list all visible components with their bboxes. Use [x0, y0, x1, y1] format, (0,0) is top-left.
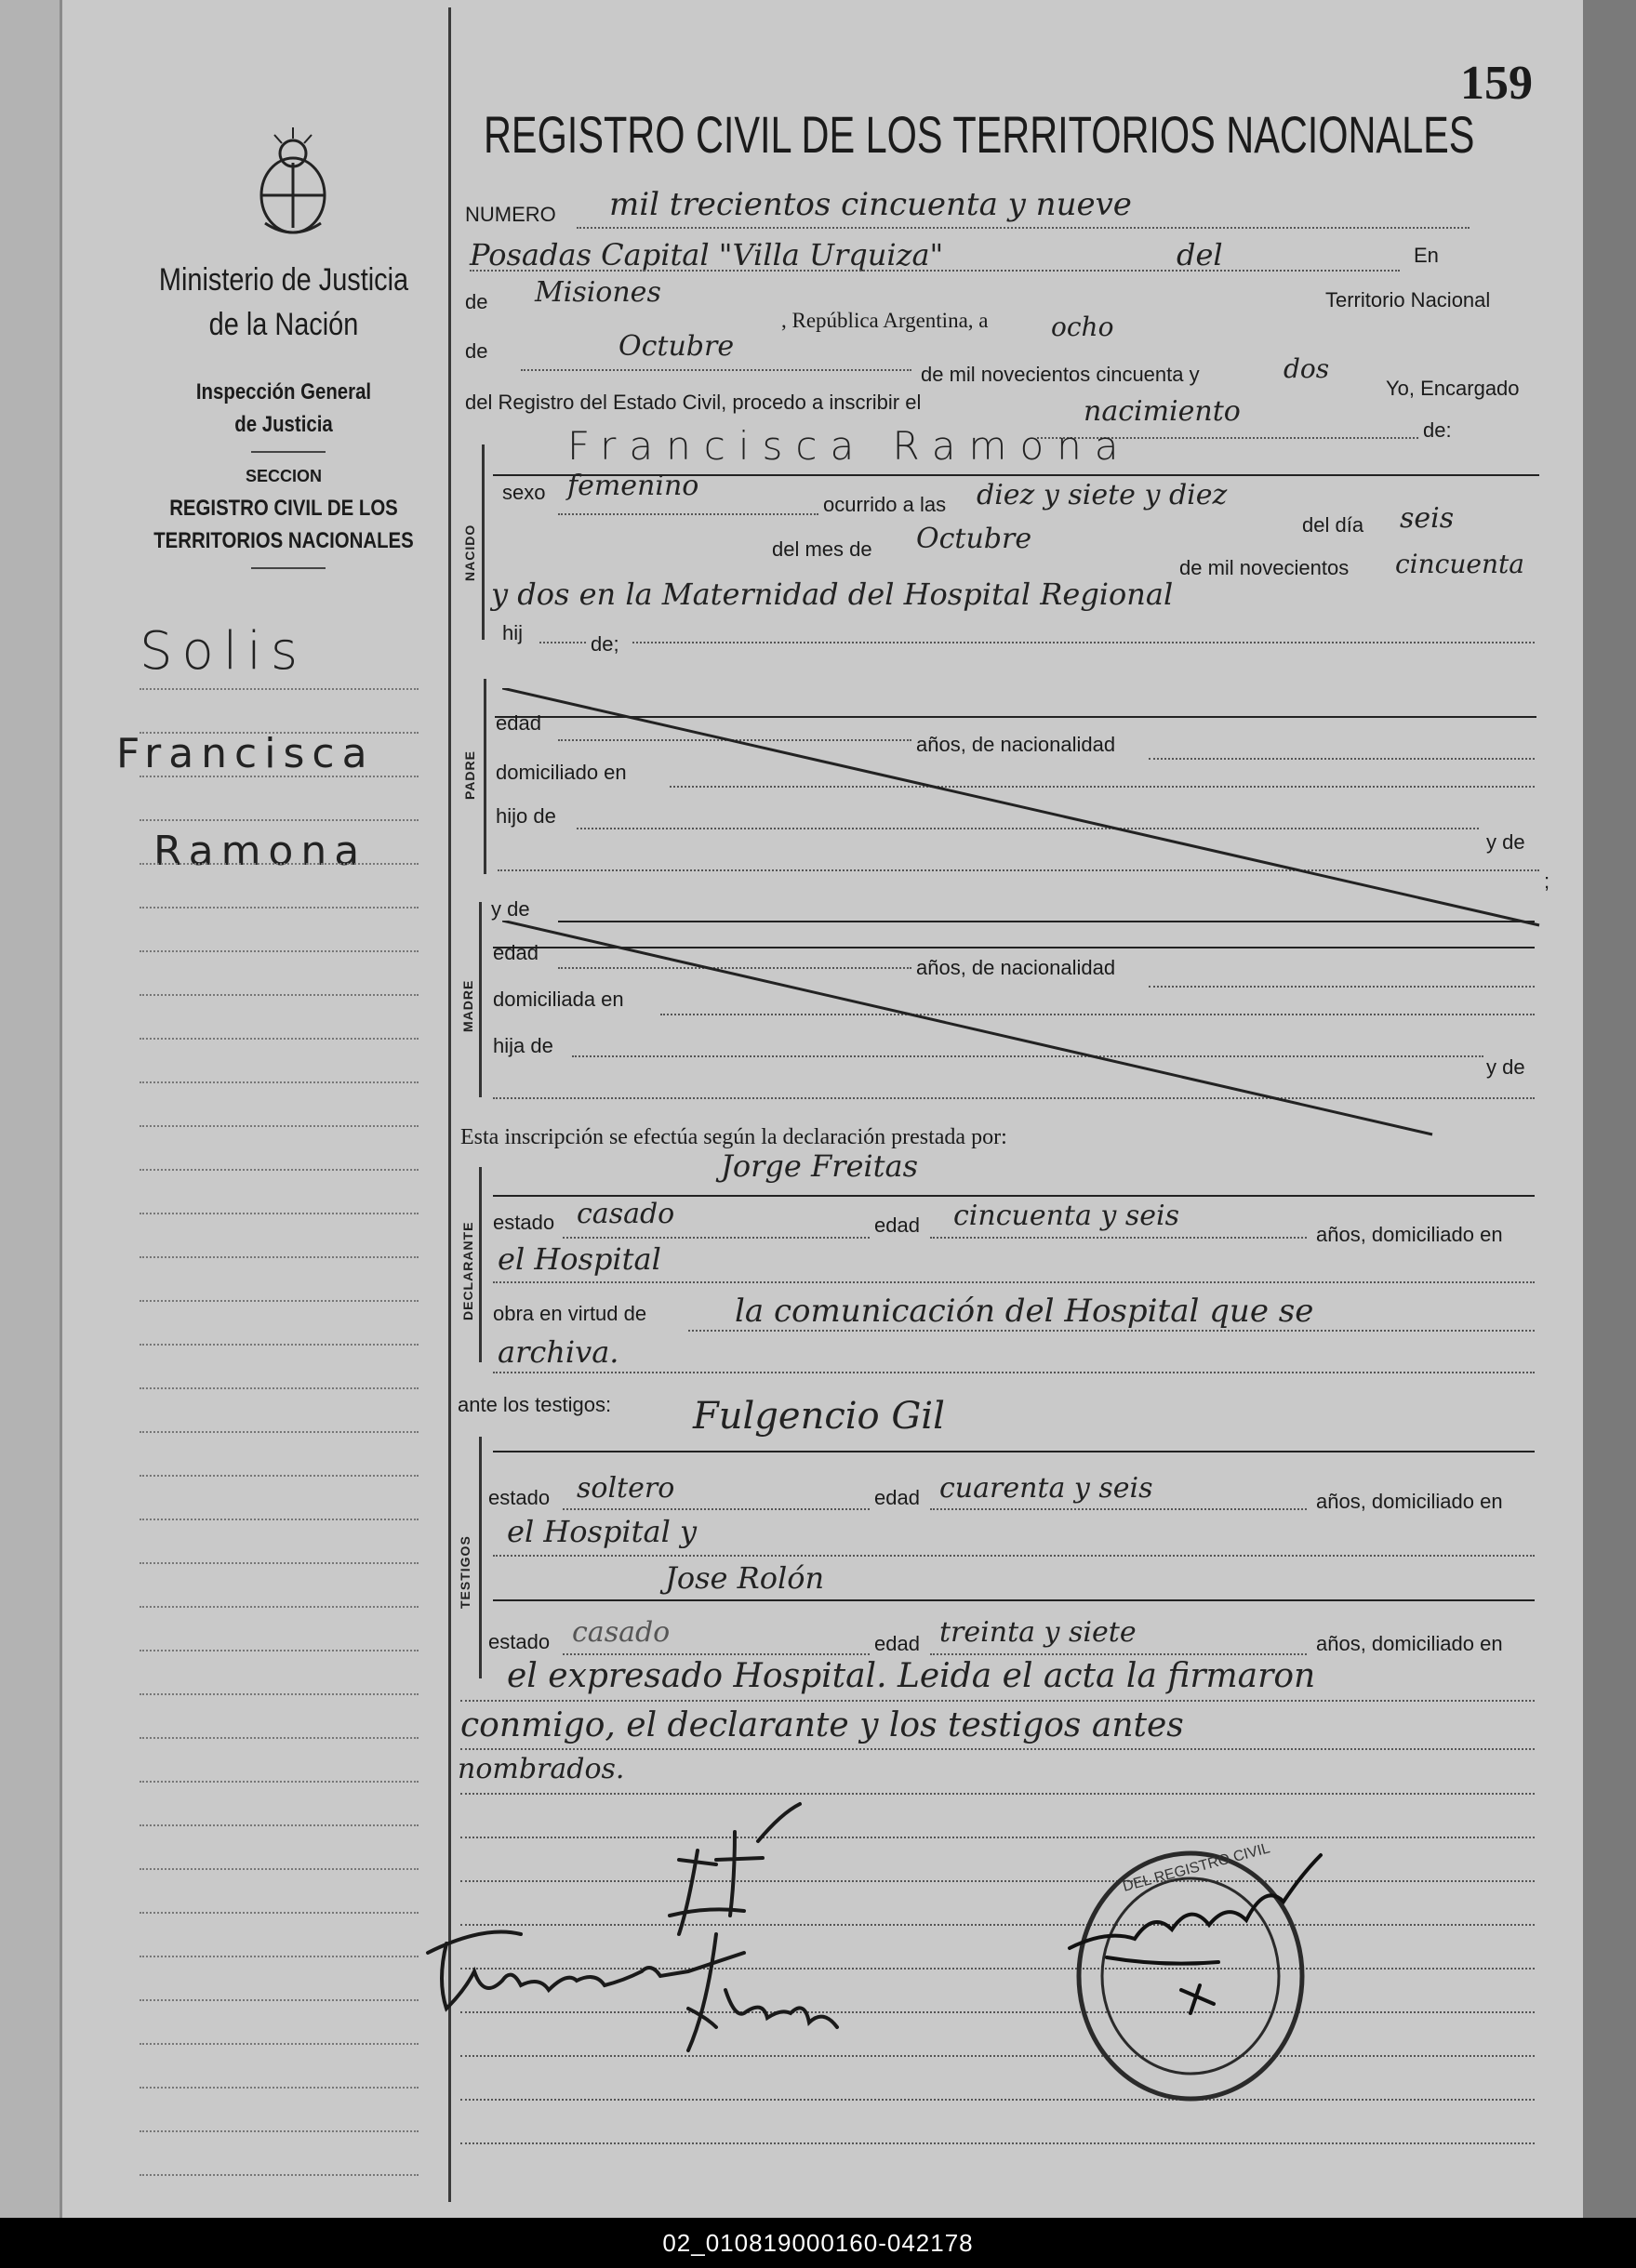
sexo-label: sexo	[502, 481, 546, 504]
field-line	[563, 1508, 870, 1510]
territorio-label: Territorio Nacional	[1325, 288, 1491, 312]
ruled-line	[140, 950, 419, 952]
field-line	[493, 1555, 1535, 1557]
mil-label: de mil novecientos	[1179, 556, 1350, 579]
previous-page-edge	[0, 0, 62, 2218]
ruled-line	[140, 688, 419, 690]
field-line	[521, 369, 911, 371]
field-line	[688, 1330, 1535, 1332]
ruled-line	[140, 1781, 419, 1783]
domiciliada-label: domiciliada en	[493, 988, 624, 1011]
section-line-2: TERRITORIOS NACIONALES	[153, 528, 414, 553]
ruled-line	[460, 2142, 1535, 2144]
testigo2-estado-label: estado	[488, 1630, 551, 1653]
testigo1-estado: soltero	[577, 1472, 675, 1505]
obra-value-2: archiva.	[498, 1334, 619, 1370]
field-line	[493, 1372, 1535, 1373]
stamp-text: DEL REGISTRO CIVIL	[1121, 1840, 1272, 1895]
rule	[493, 1599, 1535, 1601]
registro-value: nacimiento	[1084, 395, 1241, 428]
testigo1-edad-label: edad	[874, 1486, 920, 1509]
encargado-label: Yo, Encargado	[1386, 377, 1520, 400]
field-line	[577, 227, 1470, 229]
ocurrido-label: ocurrido a las	[823, 493, 947, 516]
field-line	[460, 1700, 1535, 1702]
field-line	[930, 1237, 1307, 1239]
ruled-line	[140, 1125, 419, 1127]
ruled-line	[140, 1956, 419, 1957]
declarante-label: DECLARANTE	[460, 1221, 475, 1320]
hijo-de-label: hijo de	[496, 804, 556, 828]
ruled-line	[140, 1300, 419, 1302]
sidebar-given-name-2: Ramona	[153, 828, 367, 875]
page-title: REGISTRO CIVIL DE LOS TERRITORIOS NACIONALES	[484, 105, 1475, 164]
estado-label: estado	[493, 1211, 555, 1234]
edad-label: edad	[496, 711, 541, 735]
hora-value: diez y siete y diez	[977, 479, 1228, 511]
testigo1-name: Fulgencio Gil	[693, 1395, 945, 1438]
semicolon: ;	[1544, 869, 1550, 893]
divider	[251, 451, 326, 453]
ruled-line	[460, 2099, 1535, 2101]
testigos-label: TESTIGOS	[458, 1535, 472, 1609]
obra-value-1: la comunicación del Hospital que se	[735, 1293, 1314, 1330]
rule	[493, 1195, 1535, 1197]
field-line	[632, 642, 1535, 643]
inspection-line-1: Inspección General	[195, 379, 372, 405]
numero-value: mil trecientos cincuenta y nueve	[609, 186, 1132, 223]
ruled-line	[140, 2174, 419, 2176]
ruled-line	[140, 994, 419, 996]
field-line	[539, 642, 586, 643]
sexo-value: femenino	[567, 470, 699, 502]
ruled-line	[140, 1693, 419, 1695]
ruled-line	[140, 1038, 419, 1040]
madre-y-de-label: y de	[1486, 1055, 1525, 1079]
footer-id: 02_010819000160-042178	[0, 2218, 1636, 2268]
ruled-line	[140, 1344, 419, 1346]
ruled-line	[140, 1213, 419, 1214]
official-seal-icon	[1051, 1837, 1349, 2115]
republica-label: , República Argentina, a	[781, 309, 989, 332]
month-value: Octubre	[618, 330, 735, 363]
ruled-line	[140, 863, 419, 865]
page-number: 159	[1460, 57, 1533, 110]
ruled-line	[140, 1475, 419, 1477]
field-line	[558, 513, 818, 515]
testigos-bracket	[479, 1437, 482, 1678]
closing-line-2: conmigo, el declarante y los testigos antes	[460, 1706, 1184, 1744]
declarante-edad: cincuenta y seis	[953, 1200, 1180, 1232]
padre-label: PADRE	[462, 750, 477, 800]
edad-label-2: edad	[874, 1214, 920, 1237]
section-line-1: REGISTRO CIVIL DE LOS	[169, 496, 398, 521]
ruled-line	[140, 1824, 419, 1826]
ruled-line	[140, 1387, 419, 1389]
declarante-bracket	[479, 1167, 482, 1362]
ruled-line	[140, 732, 419, 734]
testigo1-estado-label: estado	[488, 1486, 551, 1509]
madre-edad-label: edad	[493, 941, 539, 964]
numero-label: NUMERO	[465, 203, 556, 226]
testigo2-estado: casado	[572, 1616, 671, 1649]
declarante-name: Jorge Freitas	[721, 1148, 919, 1184]
y-de-label: y de	[1486, 830, 1525, 854]
padre-bracket	[484, 679, 486, 874]
testigo1-domicilio: el Hospital y	[507, 1514, 698, 1549]
de-label-4: de;	[591, 632, 619, 656]
testigo1-edad: cuarenta y seis	[939, 1472, 1153, 1505]
mes-label: del mes de	[772, 537, 872, 561]
sidebar-given-name-1: Francisca	[116, 730, 375, 777]
inscripcion-label: Esta inscripción se efectúa según la declaración prestada por:	[460, 1125, 1007, 1149]
closing-line-1: el expresado Hospital. Leida el acta la firmaron	[507, 1657, 1316, 1695]
madre-strikeout-line	[502, 921, 1451, 1144]
anios-nacionalidad-label: años, de nacionalidad	[916, 733, 1116, 756]
ruled-line	[140, 1650, 419, 1651]
hija-de-label: hija de	[493, 1034, 553, 1057]
ruled-line	[140, 1431, 419, 1433]
madre-label: MADRE	[460, 979, 475, 1032]
place-value: Posadas Capital "Villa Urquiza"	[470, 237, 944, 272]
y-de-label-2: y de	[491, 897, 530, 921]
ruled-line	[140, 1868, 419, 1870]
testigo2-name: Jose Rolón	[665, 1560, 825, 1596]
year-value: dos	[1284, 353, 1330, 384]
ruled-line	[140, 907, 419, 909]
province-value: Misiones	[535, 276, 661, 309]
ruled-line	[140, 2043, 419, 2045]
ruled-line	[140, 1737, 419, 1739]
ruled-line	[140, 2087, 419, 2089]
padre-strikeout-line	[502, 688, 1544, 930]
rule	[493, 1451, 1535, 1452]
ruled-line	[140, 1606, 419, 1608]
testigo2-edad: treinta y siete	[939, 1616, 1137, 1649]
testigo2-anios-label: años, domiciliado en	[1316, 1632, 1503, 1655]
domiciliado-label: domiciliado en	[496, 761, 627, 784]
madre-bracket	[479, 902, 482, 1097]
obra-label: obra en virtud de	[493, 1302, 647, 1325]
field-line	[460, 1748, 1535, 1750]
inspection-line-2: de Justicia	[234, 412, 333, 437]
declarante-domicilio: el Hospital	[498, 1241, 661, 1277]
anios-domiciliado-label: años, domiciliado en	[1316, 1223, 1503, 1246]
de-label-3: de:	[1423, 418, 1452, 442]
mil-value: cincuenta	[1395, 549, 1524, 579]
child-name: Francisca Ramona	[567, 423, 1132, 469]
ruled-line	[140, 1912, 419, 1914]
field-line	[493, 1281, 1535, 1283]
section-label: SECCION	[245, 467, 322, 485]
del-value: del	[1177, 237, 1223, 272]
field-line	[563, 1653, 870, 1655]
ruled-line	[140, 2130, 419, 2132]
registro-label: del Registro del Estado Civil, procedo a inscribir el	[465, 391, 922, 414]
day-value: ocho	[1051, 312, 1114, 342]
book-edge	[1583, 0, 1636, 2218]
ruled-line	[140, 1256, 419, 1258]
ministry-line-2: de la Nación	[208, 307, 359, 342]
ruled-line	[140, 1519, 419, 1520]
field-line	[470, 270, 1400, 272]
ruled-line	[140, 776, 419, 777]
hij-label: hij	[502, 621, 524, 644]
de-label-2: de	[465, 339, 488, 363]
ruled-line	[140, 1999, 419, 2001]
field-line	[563, 1237, 870, 1239]
dia-value: seis	[1400, 502, 1455, 535]
witness-signatures	[409, 1795, 967, 2092]
year-label: de mil novecientos cincuenta y	[921, 363, 1200, 386]
divider	[251, 567, 326, 569]
ministry-line-1: Ministerio de Justicia	[158, 262, 409, 298]
testigo2-edad-label: edad	[874, 1632, 920, 1655]
birthplace-value: y dos en la Maternidad del Hospital Regional	[491, 577, 1174, 612]
ante-testigos-label: ante los testigos:	[458, 1393, 612, 1416]
ruled-line	[140, 1081, 419, 1083]
field-line	[930, 1508, 1307, 1510]
sidebar-surname: Solis	[140, 621, 308, 682]
coat-of-arms-icon	[251, 126, 335, 237]
madre-anios-nacionalidad-label: años, de nacionalidad	[916, 956, 1116, 979]
field-line	[930, 1653, 1307, 1655]
de-label: de	[465, 290, 488, 313]
mes-value: Octubre	[916, 523, 1032, 555]
declarante-estado: casado	[577, 1198, 675, 1230]
ruled-line	[140, 1169, 419, 1171]
closing-line-3: nombrados.	[458, 1753, 625, 1785]
del-dia-label: del día	[1302, 513, 1364, 537]
ruled-line	[140, 819, 419, 821]
nacido-bracket	[482, 444, 485, 640]
en-label: En	[1414, 244, 1439, 267]
testigo1-anios-label: años, domiciliado en	[1316, 1490, 1503, 1513]
ruled-line	[140, 1562, 419, 1564]
nacido-label: NACIDO	[462, 524, 477, 581]
